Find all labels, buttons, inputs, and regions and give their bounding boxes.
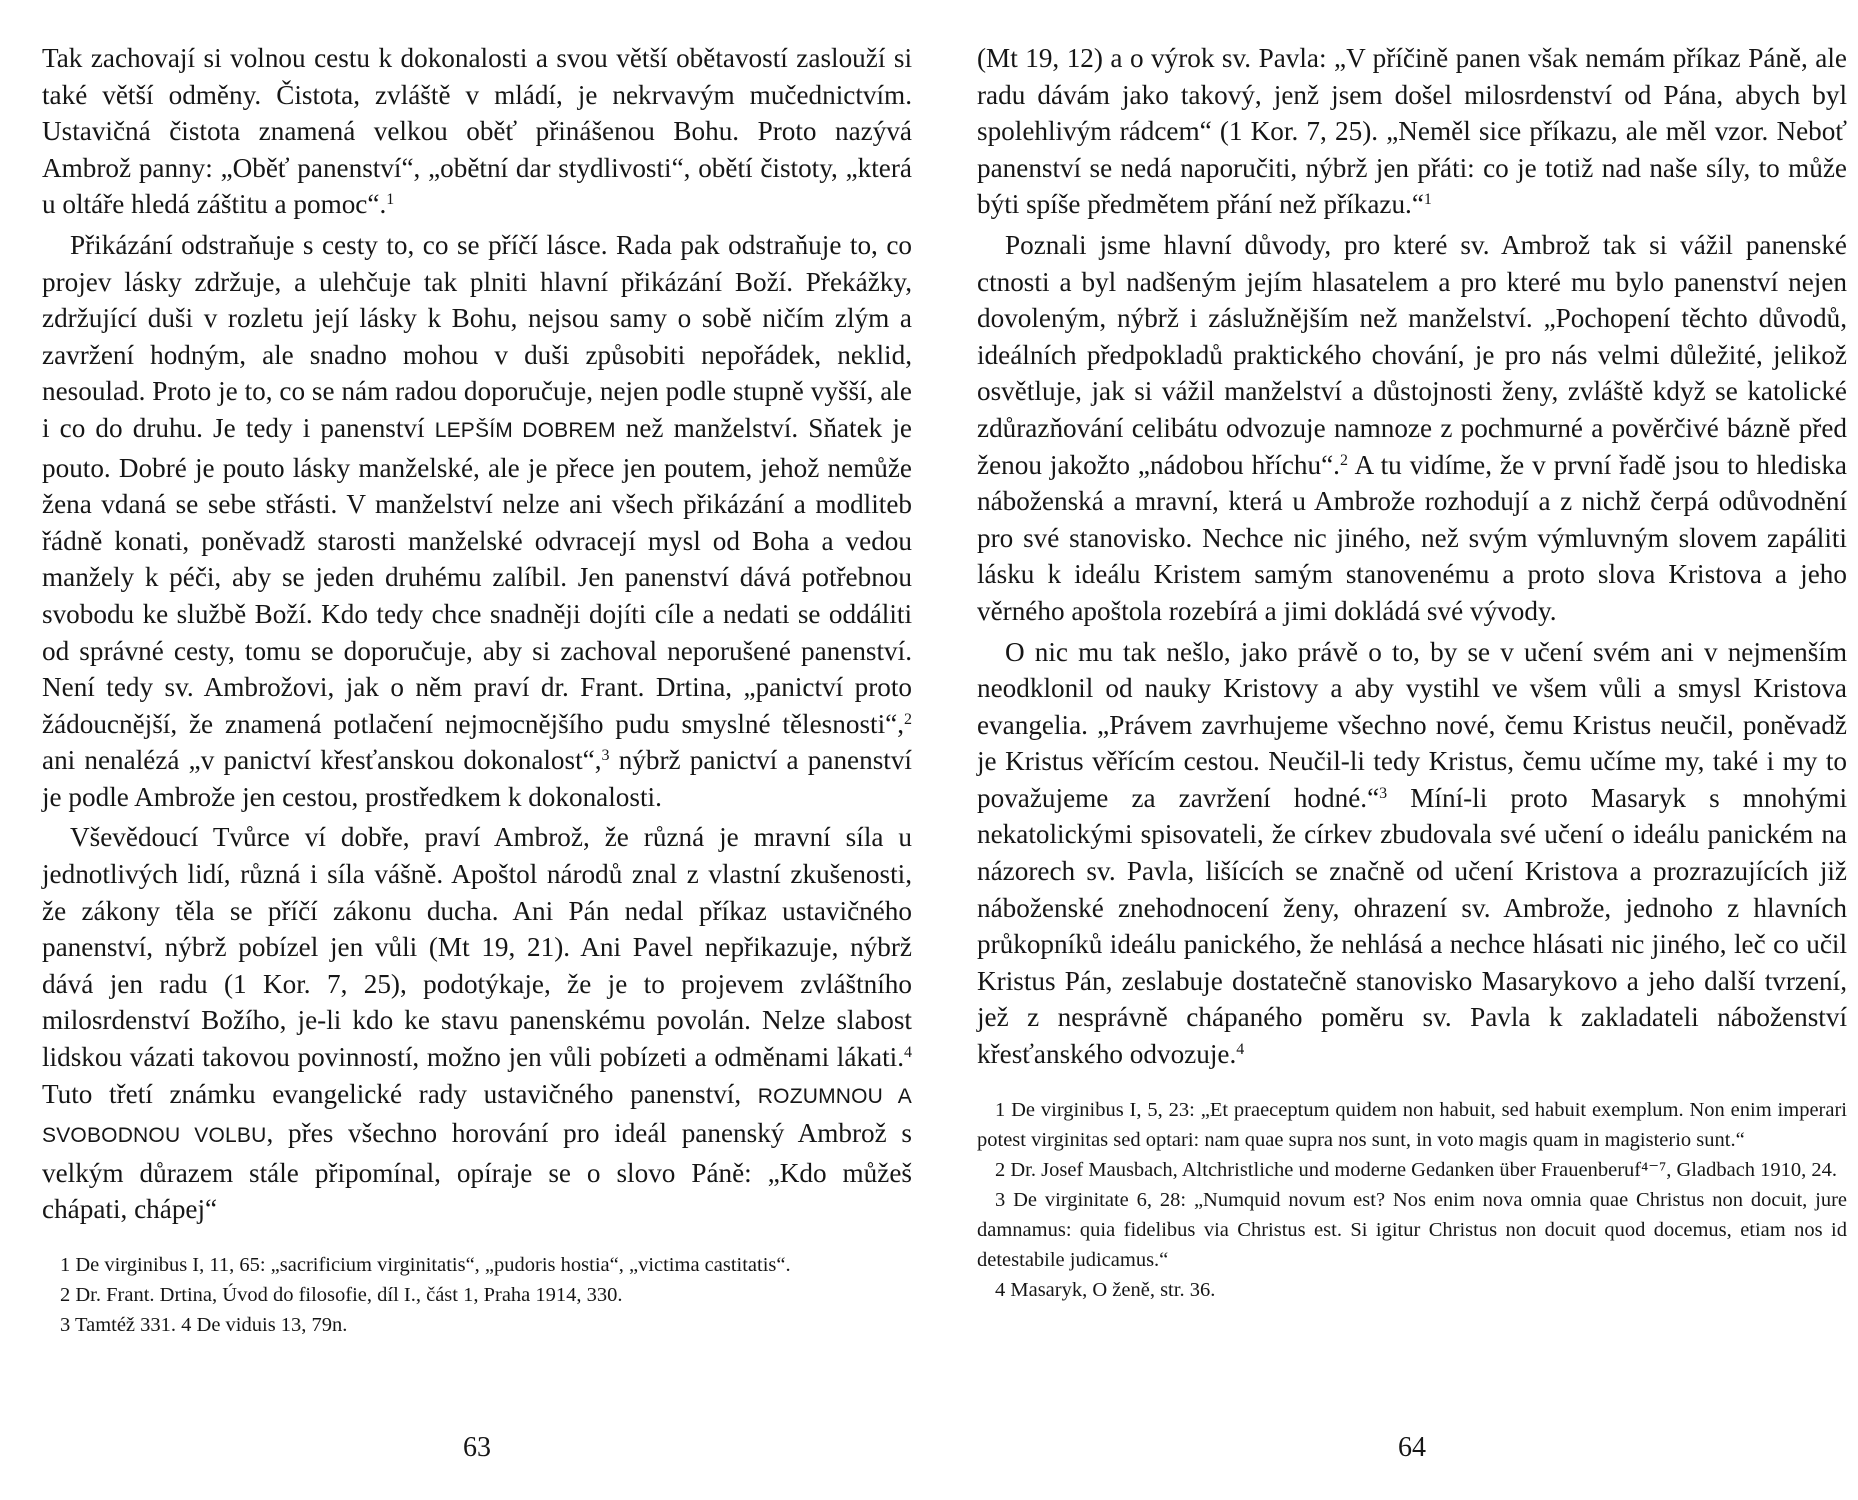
text-run: nýbrž panictví a panenství je podle Ambrože jen cestou, prostředkem k dokonalosti. [42, 745, 912, 812]
footnote-marker: 1 [386, 191, 395, 209]
footnote: 1 De virginibus I, 5, 23: „Et praeceptum quidem non habuit, sed habuit exemplum. Non enim imperari potest virginitas sed optari: nam quae supra nos sunt, in voto magis quam in magisterio sunt.“ [977, 1098, 1847, 1151]
text-run: než manželství. Sňatek je pouto. Dobré je pouto lásky manželské, ale je přece jen poutem, jehož nemůže žena vdaná se sebe střásti. V manželství nelze ani všech přikázání a modliteb řádně konati, poněvadž starosti manželské odvracejí mysl od Boha a vedou manžely k péči, aby se jeden druhému zalíbil. Jen panenství dává potřebnou svobodu ke službě Boží. Kdo tedy chce snadněji dojíti cíle a nedati se oddáliti od správné cesty, tomu se doporučuje, aby si zachoval neporušené panenství. Není tedy sv. Ambrožovi, jak o něm praví dr. Frant. Drtina, „panictví proto žádoucnější, že znamená potlačení nejmocnějšího pudu smyslné tělesnosti“, [42, 412, 913, 739]
footnote-marker: 2 [1339, 451, 1348, 469]
left-page [42, 40, 912, 1480]
body-paragraph [977, 40, 1847, 223]
page-number-right: 64 [1398, 1432, 1426, 1463]
body-paragraph [977, 634, 1847, 1073]
footnote: 4 Masaryk, O ženě, str. 36. [995, 1278, 1216, 1301]
body-paragraph [42, 40, 912, 223]
footnote: 2 Dr. Josef Mausbach, Altchristliche und moderne Gedanken über Frauenberuf⁴⁻⁷, Gladbach 1910, 24. [995, 1158, 1838, 1181]
right-page [977, 40, 1847, 1480]
right-page-footnotes [977, 1095, 1847, 1305]
emphasis-small-caps: LEPŠÍM DOBREM [434, 418, 616, 442]
text-run: Tak zachovají si volnou cestu k dokonalosti a svou větší obětavostí zaslouží si také větší odměny. Čistota, zvláště v mládí, je nekrvavým mučednictvím. Ustavičná čistota znamená velkou oběť přinášenou Bohu. Proto nazývá Ambrož panny: „Oběť panenství“, „obětní dar stydlivosti“, obětí čistoty, „která u oltáře hledá záštitu a pomoc“. [42, 43, 912, 220]
footnote-marker: 4 [1236, 1041, 1245, 1059]
emphasis-small-caps: ROZUMNOU A SVOBODNOU VOLBU [42, 1084, 912, 1148]
text-run: (Mt 19, 12) a o výrok sv. Pavla: „V příčině panen však nemám příkaz Páně, ale radu dávám jako takový, jenž jsem došel milosrdenství od Pána, abych byl spolehlivým rádcem“ (1 Kor. 7, 25). „Neměl sice příkazu, ale měl vzor. Neboť panenství se nedá naporučiti, nýbrž jen přáti: co je totiž nad naše síly, to může býti spíše předmětem přání než příkazu.“ [977, 43, 1847, 220]
footnote-marker: 3 [601, 747, 610, 765]
footnote: 3 Tamtéž 331. 4 De viduis 13, 79n. [60, 1314, 348, 1336]
text-run: ani nenalézá „v panictví křesťanskou dokonalost“, [42, 745, 602, 776]
footnote: 2 Dr. Frant. Drtina, Úvod do filosofie, díl I., část 1, Praha 1914, 330. [60, 1284, 623, 1306]
text-run: Míní-li proto Masaryk s mnohými nekatolickými spisovateli, že církev zbudovala své učení o ideálu panickém na názorech sv. Pavla, lišících se značně od učení Kristova a prozrazujících již náboženské znehodnocení ženy, ohrazení sv. Ambrože, jednoho z hlavních průkopníků ideálu panického, že nehlásá a nechce hlásati nic jiného, leč co učil Kristus Pán, zeslabuje dostatečně stanovisko Masarykovo a jeho další tvrzení, jež z nesprávně chápaného poměru sv. Pavla k zakladateli náboženství křesťanského odvozuje. [977, 782, 1848, 1070]
text-run: Poznali jsme hlavní důvody, pro které sv. Ambrož tak si vážil panenské ctnosti a byl nadšeným jejím hlasatelem a pro které mu bylo panenství nejen dovoleným, nýbrž i záslužnějším než manželství. „Pochopení těchto důvodů, ideálních předpokladů praktického chování, je pro nás velmi důležité, jelikož osvětluje, jak si vážil manželství a důstojnosti ženy, zvláště když se katolické zdůrazňování celibátu odvozuje namnoze z pochmurné a pověrčivé bázně před ženou jakožto „nádobou hříchu“. [977, 229, 1847, 480]
footnote-marker: 1 [1423, 191, 1432, 209]
page-number-left: 63 [463, 1432, 491, 1463]
text-run: , přes všechno horování pro ideál panenský Ambrož s velkým důrazem stále připomínal, opíraje se o slovo Páně: „Kdo můžeš chápati, chápej“ [42, 1118, 912, 1225]
body-paragraph [42, 819, 912, 1228]
text-run: Tuto třetí známku evangelické rady ustavičného panenství, [42, 1078, 758, 1109]
body-paragraph [42, 227, 912, 816]
text-run: Přikázání odstraňuje s cesty to, co se příčí lásce. Rada pak odstraňuje to, co projev lásky zdržuje, a ulehčuje tak plniti hlavní přikázání Boží. Překážky, zdržující duši v rozletu její lásky k Bohu, nejsou samy o sobě ničím zlým a zavržení hodným, ale snadno mohou v duši způsobiti nepořádek, neklid, nesoulad. Proto je to, co se nám radou doporučuje, nejen podle stupně vyšší, ale i co do druhu. Je tedy i panenství [42, 229, 912, 443]
text-run: A tu vidíme, že v první řadě jsou to hlediska náboženská a mravní, která u Ambrože rozhodují a z nichž čerpá odůvodnění pro své stanovisko. Nechce nic jiného, než svým výmluvným slovem zapáliti lásku k ideálu Kristem samým stanovenému a proto slova Kristova a jeho věrného apoštola rozebírá a jimi dokládá své vývody. [977, 449, 1847, 626]
body-paragraph [977, 227, 1847, 630]
text-run: O nic mu tak nešlo, jako právě o to, by se v učení svém ani v nejmenším neodklonil od nauky Kristovy a aby vystihl ve všem vůli a smysl Kristova evangelia. „Právem zavrhujeme všechno nové, čemu Kristus neučil, poněvadž je Kristus věřícím cestou. Neučil-li tedy Kristus, čemu učíme my, také i my to považujeme za zavržení hodné.“ [977, 636, 1847, 813]
footnote: 1 De virginibus I, 11, 65: „sacrificium virginitatis“, „pudoris hostia“, „victima castitatis“. [60, 1254, 791, 1276]
text-run: Vševědoucí Tvůrce ví dobře, praví Ambrož, že různá je mravní síla u jednotlivých lidí, různá i síla vášně. Apoštol národů znal z vlastní zkušenosti, že zákony těla se příčí zákonu ducha. Ani Pán nedal příkaz ustavičného panenství, nýbrž pobízel jen vůli (Mt 19, 21). Ani Pavel nepřikazuje, nýbrž dává jen radu (1 Kor. 7, 25), podotýkaje, že je to projevem zvláštního milosrdenství Božího, je-li kdo ke stavu panenskému povolán. Nelze slabost lidskou vázati takovou povinností, možno jen vůli pobízeti a odměnami lákati. [42, 822, 912, 1073]
footnote-marker: 4 [904, 1044, 912, 1062]
left-page-footnotes [42, 1250, 912, 1340]
right-page-body [977, 40, 1847, 1073]
left-page-body [42, 40, 912, 1228]
footnote: 3 De virginitate 6, 28: „Numquid novum est? Nos enim nova omnia quae Christus non docuit, jure damnamus: quia fidelibus via Christus est. Si igitur Christus non docuit quod docemus, etiam nos id detestabile judicamus.“ [977, 1188, 1847, 1271]
footnote-marker: 3 [1379, 784, 1388, 802]
footnote-marker: 2 [904, 710, 912, 728]
